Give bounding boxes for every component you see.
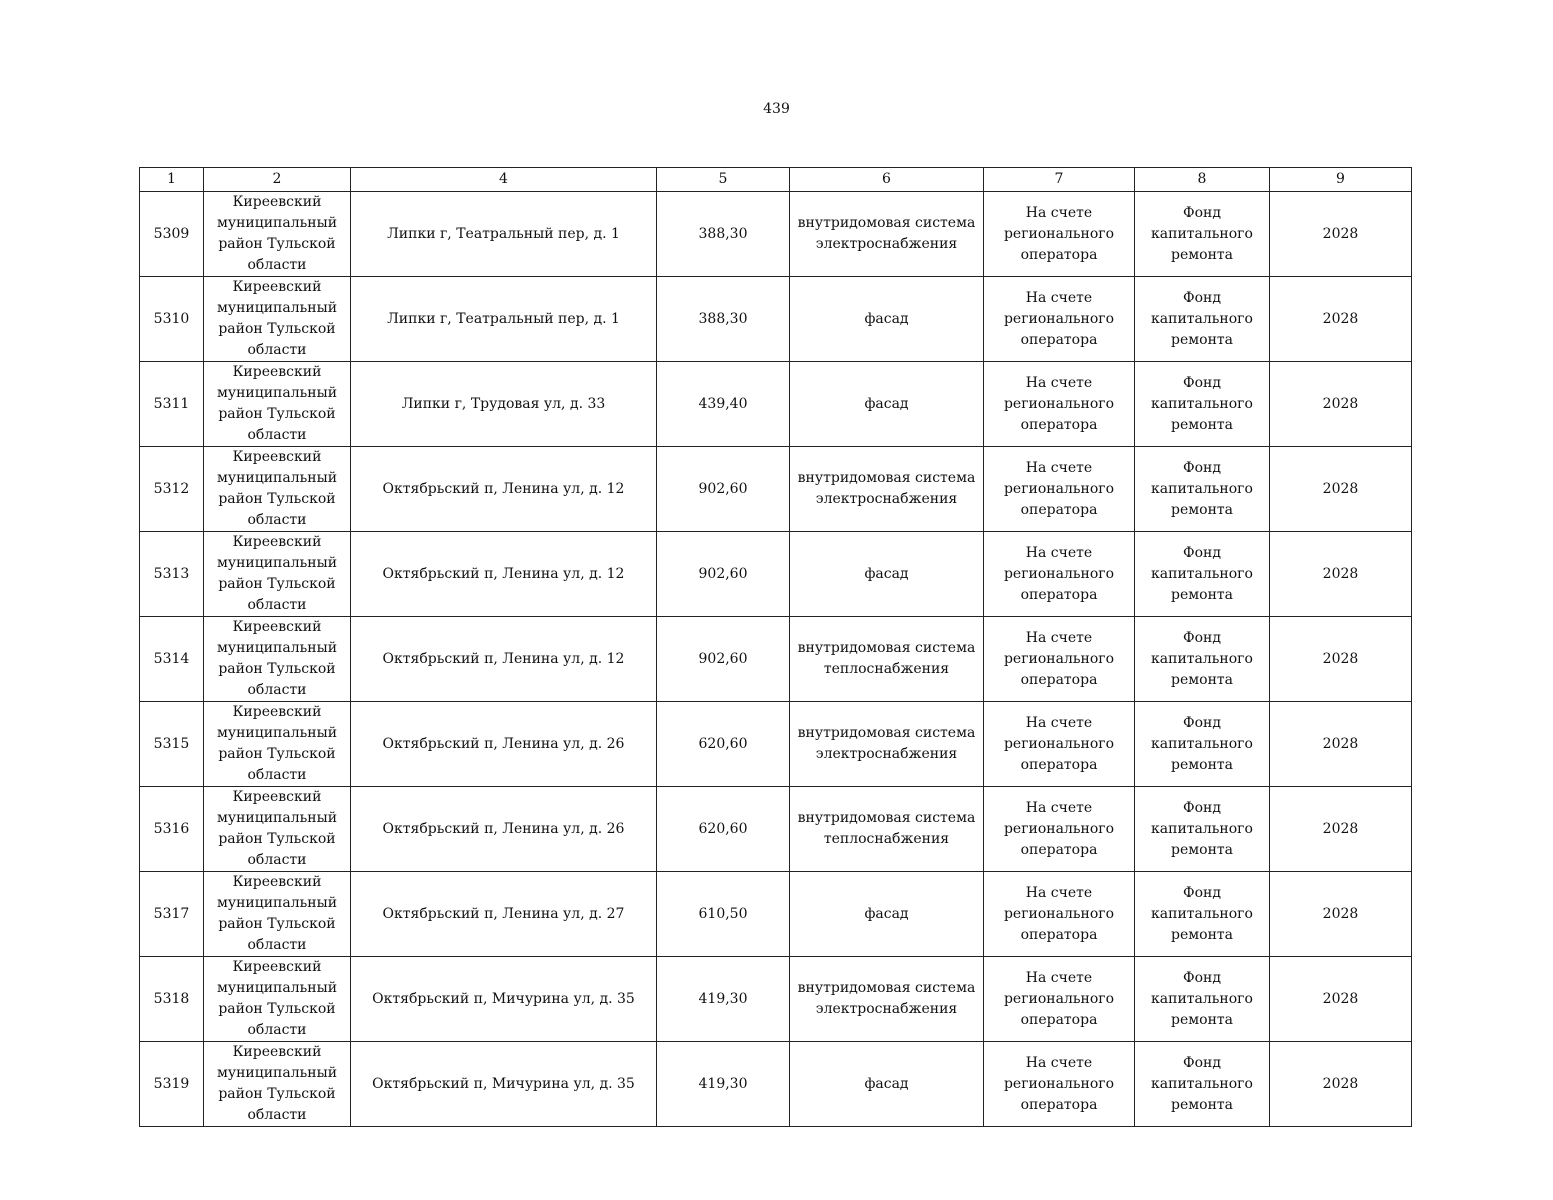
header-col-7: 7 [984,168,1135,192]
cell-account: На счете регионального оператора [984,277,1135,362]
cell-address: Октябрьский п, Ленина ул, д. 26 [351,702,657,787]
cell-region: Киреевский муниципальный район Тульской области [204,617,351,702]
cell-year: 2028 [1270,617,1412,702]
cell-address: Октябрьский п, Ленина ул, д. 12 [351,447,657,532]
cell-year: 2028 [1270,787,1412,872]
header-col-6: 6 [790,168,984,192]
cell-work-type: внутридомовая система электроснабжения [790,957,984,1042]
table-row [140,532,1412,617]
cell-year: 2028 [1270,447,1412,532]
table-row [140,1042,1412,1127]
cell-region: Киреевский муниципальный район Тульской области [204,532,351,617]
cell-address: Октябрьский п, Ленина ул, д. 12 [351,532,657,617]
cell-account: На счете регионального оператора [984,872,1135,957]
cell-row-number: 5317 [140,872,204,957]
cell-year: 2028 [1270,362,1412,447]
cell-region: Киреевский муниципальный район Тульской области [204,192,351,277]
header-col-9: 9 [1270,168,1412,192]
cell-fund: Фонд капитального ремонта [1135,617,1270,702]
page-number: 439 [763,101,790,117]
cell-year: 2028 [1270,957,1412,1042]
cell-row-number: 5313 [140,532,204,617]
cell-year: 2028 [1270,1042,1412,1127]
cell-area: 902,60 [657,617,790,702]
cell-account: На счете регионального оператора [984,787,1135,872]
table-header-row [140,168,1412,192]
cell-row-number: 5318 [140,957,204,1042]
cell-area: 610,50 [657,872,790,957]
cell-work-type: фасад [790,872,984,957]
cell-row-number: 5316 [140,787,204,872]
cell-region: Киреевский муниципальный район Тульской области [204,1042,351,1127]
cell-address: Октябрьский п, Ленина ул, д. 12 [351,617,657,702]
cell-work-type: внутридомовая система электроснабжения [790,702,984,787]
cell-address: Октябрьский п, Ленина ул, д. 26 [351,787,657,872]
table-row [140,787,1412,872]
cell-year: 2028 [1270,702,1412,787]
cell-area: 620,60 [657,787,790,872]
cell-account: На счете регионального оператора [984,447,1135,532]
cell-region: Киреевский муниципальный район Тульской области [204,447,351,532]
cell-work-type: внутридомовая система электроснабжения [790,192,984,277]
cell-work-type: внутридомовая система теплоснабжения [790,787,984,872]
cell-address: Липки г, Трудовая ул, д. 33 [351,362,657,447]
header-col-1: 1 [140,168,204,192]
cell-work-type: фасад [790,362,984,447]
cell-row-number: 5314 [140,617,204,702]
cell-area: 388,30 [657,192,790,277]
cell-account: На счете регионального оператора [984,702,1135,787]
cell-account: На счете регионального оператора [984,1042,1135,1127]
cell-address: Октябрьский п, Ленина ул, д. 27 [351,872,657,957]
cell-fund: Фонд капитального ремонта [1135,1042,1270,1127]
cell-address: Октябрьский п, Мичурина ул, д. 35 [351,957,657,1042]
table-body [140,192,1412,1127]
cell-work-type: внутридомовая система электроснабжения [790,447,984,532]
cell-row-number: 5319 [140,1042,204,1127]
cell-work-type: фасад [790,277,984,362]
cell-region: Киреевский муниципальный район Тульской области [204,872,351,957]
cell-fund: Фонд капитального ремонта [1135,192,1270,277]
header-col-2: 2 [204,168,351,192]
cell-region: Киреевский муниципальный район Тульской области [204,702,351,787]
cell-fund: Фонд капитального ремонта [1135,447,1270,532]
cell-area: 902,60 [657,447,790,532]
cell-area: 620,60 [657,702,790,787]
cell-row-number: 5312 [140,447,204,532]
cell-area: 388,30 [657,277,790,362]
header-col-8: 8 [1135,168,1270,192]
cell-row-number: 5310 [140,277,204,362]
table-row [140,277,1412,362]
cell-address: Липки г, Театральный пер, д. 1 [351,277,657,362]
cell-address: Октябрьский п, Мичурина ул, д. 35 [351,1042,657,1127]
table-row [140,617,1412,702]
cell-fund: Фонд капитального ремонта [1135,872,1270,957]
cell-row-number: 5309 [140,192,204,277]
cell-region: Киреевский муниципальный район Тульской области [204,957,351,1042]
cell-year: 2028 [1270,192,1412,277]
cell-year: 2028 [1270,872,1412,957]
registry-table [139,167,1412,1127]
cell-region: Киреевский муниципальный район Тульской области [204,277,351,362]
cell-address: Липки г, Театральный пер, д. 1 [351,192,657,277]
cell-year: 2028 [1270,277,1412,362]
table-row [140,362,1412,447]
cell-fund: Фонд капитального ремонта [1135,532,1270,617]
cell-work-type: внутридомовая система теплоснабжения [790,617,984,702]
cell-area: 439,40 [657,362,790,447]
cell-account: На счете регионального оператора [984,362,1135,447]
cell-region: Киреевский муниципальный район Тульской области [204,787,351,872]
cell-account: На счете регионального оператора [984,192,1135,277]
cell-fund: Фонд капитального ремонта [1135,362,1270,447]
cell-account: На счете регионального оператора [984,957,1135,1042]
table-row [140,872,1412,957]
table-row [140,702,1412,787]
cell-fund: Фонд капитального ремонта [1135,957,1270,1042]
cell-account: На счете регионального оператора [984,617,1135,702]
cell-row-number: 5315 [140,702,204,787]
cell-fund: Фонд капитального ремонта [1135,702,1270,787]
cell-row-number: 5311 [140,362,204,447]
table-row [140,447,1412,532]
cell-fund: Фонд капитального ремонта [1135,787,1270,872]
cell-region: Киреевский муниципальный район Тульской области [204,362,351,447]
cell-area: 419,30 [657,957,790,1042]
table-row [140,957,1412,1042]
header-col-4: 4 [351,168,657,192]
cell-work-type: фасад [790,532,984,617]
cell-work-type: фасад [790,1042,984,1127]
cell-area: 419,30 [657,1042,790,1127]
cell-account: На счете регионального оператора [984,532,1135,617]
cell-fund: Фонд капитального ремонта [1135,277,1270,362]
cell-area: 902,60 [657,532,790,617]
table-row [140,192,1412,277]
header-col-5: 5 [657,168,790,192]
cell-year: 2028 [1270,532,1412,617]
